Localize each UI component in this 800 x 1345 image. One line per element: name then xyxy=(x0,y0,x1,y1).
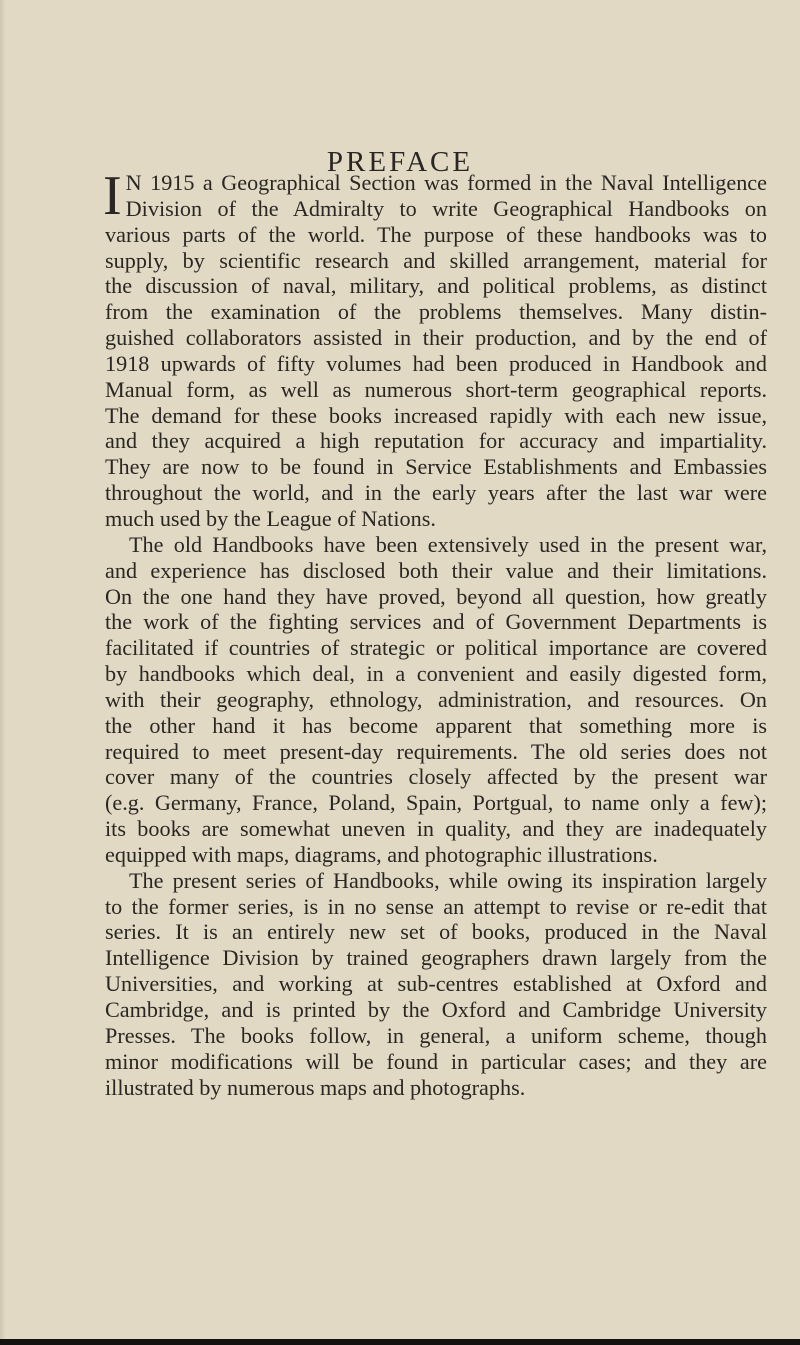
text-line: various parts of the world. The purpose of these handbooks was to xyxy=(105,221,767,247)
text-line: to the former series, is in no sense an attempt to revise or re-edit that xyxy=(105,893,767,919)
text-line: guished collaborators assisted in their production, and by the end of xyxy=(105,325,767,351)
text-line: On the one hand they have proved, beyond all question, how greatly xyxy=(105,583,767,609)
paragraph-1 xyxy=(103,165,767,532)
text-line: Presses. The books follow, in general, a uniform scheme, though xyxy=(105,1022,767,1048)
text-line: Cambridge, and is printed by the Oxford and Cambridge University xyxy=(105,997,767,1022)
text-line: much used by the League of Nations. xyxy=(105,505,436,531)
paragraph-3 xyxy=(105,868,767,1101)
text-line: The old Handbooks have been extensively used in the present war, xyxy=(129,531,767,557)
text-line: and they acquired a high reputation for accuracy and impartiality. xyxy=(105,428,767,454)
scan-bottom-edge xyxy=(0,1339,800,1345)
paragraph-2 xyxy=(105,532,767,868)
text-line: cover many of the countries closely affected by the present war xyxy=(105,764,767,790)
text-line: facilitated if countries of strategic or political importance are covered xyxy=(105,635,767,661)
text-line: with their geography, ethnology, administration, and resources. On xyxy=(105,686,767,712)
text-line: Manual form, as well as numerous short-term geographical reports. xyxy=(105,376,767,402)
text-line: supply, by scientific research and skilled arrangement, material for xyxy=(105,247,767,273)
text-line: They are now to be found in Service Establishments and Embassies xyxy=(105,454,767,480)
text-line: required to meet present-day requirements. The old series does not xyxy=(105,738,767,764)
text-line: equipped with maps, diagrams, and photographic illustrations. xyxy=(105,841,658,867)
text-line: Universities, and working at sub-centres established at Oxford and xyxy=(105,971,767,997)
text-line: series. It is an entirely new set of books, produced in the Naval xyxy=(105,919,767,945)
text-line: 1918 upwards of fifty volumes had been produced in Handbook and xyxy=(105,350,767,376)
text-line: Division of the Admiralty to write Geographical Handbooks on xyxy=(125,195,767,221)
text-line: N 1915 a Geographical Section was formed in the Naval Intelligence xyxy=(125,170,767,195)
text-line: Intelligence Division by trained geographers drawn largely from the xyxy=(105,945,767,971)
text-line: the discussion of naval, military, and political problems, as distinct xyxy=(105,273,767,299)
text-line: throughout the world, and in the early years after the last war were xyxy=(105,480,767,506)
preface-body xyxy=(103,165,767,1100)
drop-cap: I xyxy=(103,165,122,227)
text-line: The demand for these books increased rapidly with each new issue, xyxy=(105,402,767,428)
text-line: from the examination of the problems themselves. Many distin- xyxy=(105,299,767,325)
text-line: and experience has disclosed both their value and their limitations. xyxy=(105,557,767,583)
text-line: by handbooks which deal, in a convenient and easily digested form, xyxy=(105,661,767,687)
text-line: the work of the fighting services and of Government Departments is xyxy=(105,609,767,635)
text-line: the other hand it has become apparent that something more is xyxy=(105,712,767,738)
page-left-edge xyxy=(0,0,6,1345)
text-line: minor modifications will be found in particular cases; and they are xyxy=(105,1048,767,1074)
text-line: (e.g. Germany, France, Poland, Spain, Portgual, to name only a few); xyxy=(105,790,767,816)
text-line: illustrated by numerous maps and photographs. xyxy=(105,1074,526,1100)
text-line: The present series of Handbooks, while owing its inspiration largely xyxy=(129,867,767,893)
page-title: PREFACE xyxy=(326,146,474,178)
text-line: its books are somewhat uneven in quality, and they are inadequately xyxy=(105,816,767,842)
